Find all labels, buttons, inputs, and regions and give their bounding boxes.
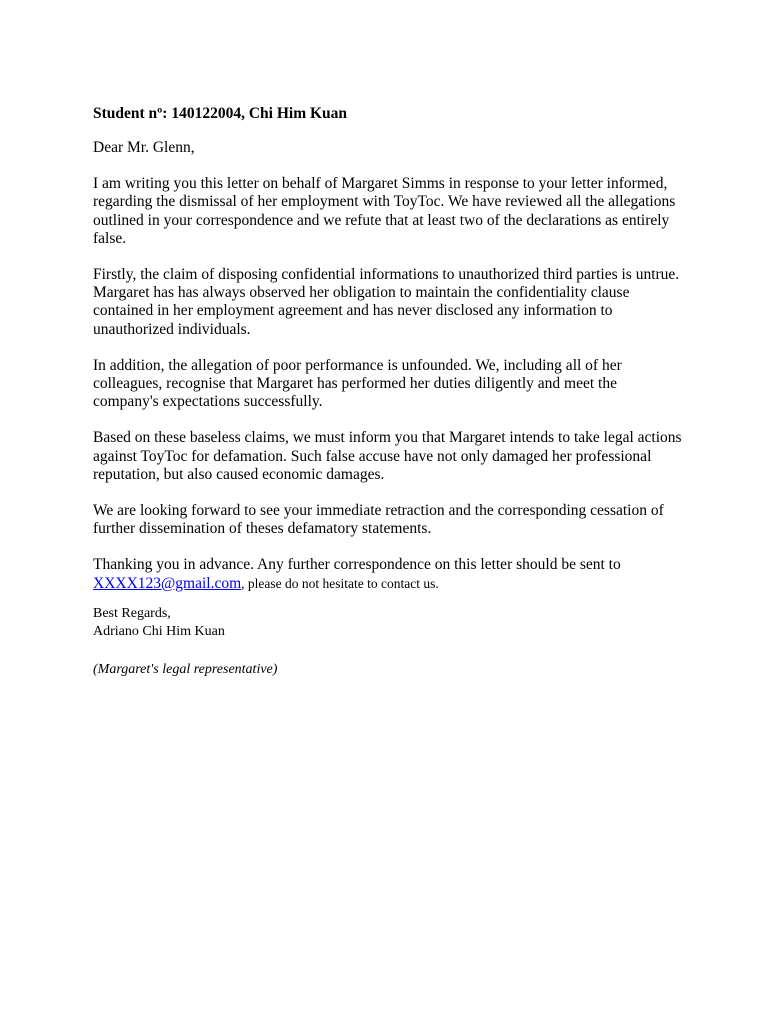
paragraph-intro: I am writing you this letter on behalf of Margaret Simms in response to your letter informed, regarding the dismissal of her employment with ToyToc. We have reviewed all the allegations outlined in your correspondence and we refute that at least two of the declarations as entirely false. xyxy=(93,175,676,247)
letter-page xyxy=(93,105,683,679)
contact-text: Thanking you in advance. Any further correspondence on this letter should be sent to xyxy=(93,556,621,574)
contact-tail: , please do not hesitate to contact us. xyxy=(241,575,439,591)
paragraph-contact xyxy=(93,556,683,592)
salutation: Dear Mr. Glenn, xyxy=(93,139,195,156)
paragraph-performance: In addition, the allegation of poor performance is unfounded. We, including all of her colleagues, recognise that Margaret has performed her duties diligently and meet the company's expectations successfully. xyxy=(93,356,622,411)
paragraph-confidentiality: Firstly, the claim of disposing confidential informations to unauthorized third parties is untrue. Margaret has has always observed her obligation to maintain the confidentiality clause contained in her employment agreement and has never disclosed any information to unauthorized individuals. xyxy=(93,266,680,338)
closing-block xyxy=(93,605,683,641)
representative-role: (Margaret's legal representative) xyxy=(93,661,278,677)
signature-name: Adriano Chi Him Kuan xyxy=(93,623,225,639)
email-link[interactable]: XXXX123@gmail.com xyxy=(93,574,242,592)
paragraph-retraction: We are looking forward to see your immediate retraction and the corresponding cessation of further dissemination of theses defamatory statements. xyxy=(93,502,664,538)
paragraph-legal-action: Based on these baseless claims, we must inform you that Margaret intends to take legal actions against ToyToc for defamation. Such false accuse have not only damaged her professional reputation, but also caused economic damages. xyxy=(93,429,682,483)
closing-line: Best Regards, xyxy=(93,605,171,621)
student-heading: Student nº: 140122004, Chi Him Kuan xyxy=(93,105,348,122)
